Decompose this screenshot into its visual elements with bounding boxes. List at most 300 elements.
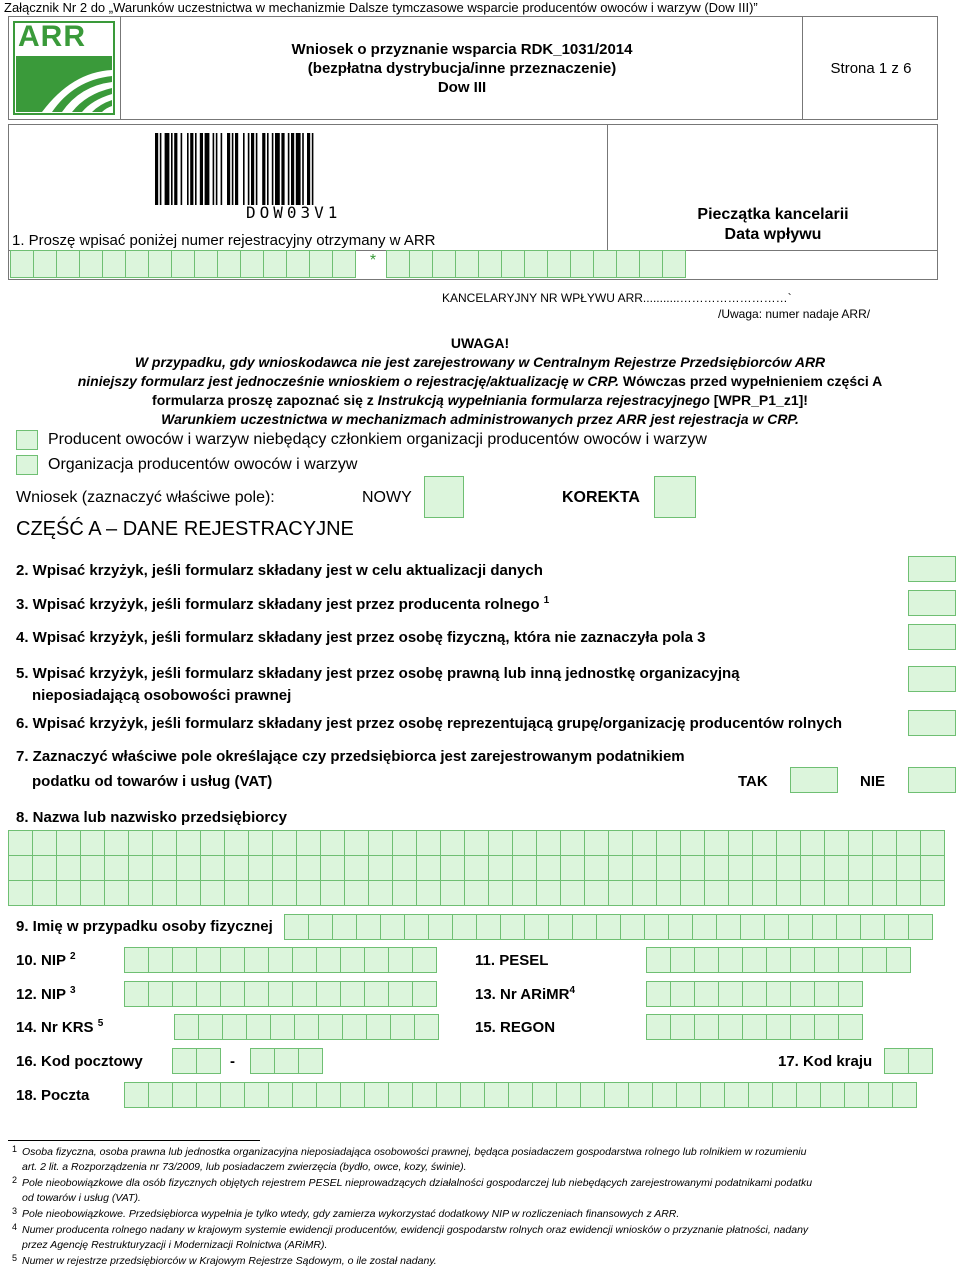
input-cell[interactable] [694,981,719,1007]
input-cell[interactable] [512,880,537,906]
input-cell[interactable] [512,830,537,856]
input-cell[interactable] [742,947,767,973]
input-cell[interactable] [128,880,153,906]
input-cell[interactable] [172,981,197,1007]
input-cell[interactable] [838,1014,863,1040]
new-checkbox[interactable] [424,476,464,518]
input-cell[interactable] [716,914,741,940]
input-cell[interactable] [800,830,825,856]
input-cell[interactable] [814,947,839,973]
input-cell[interactable] [320,830,345,856]
input-cell[interactable] [440,855,465,881]
input-cell[interactable] [670,1014,695,1040]
input-cell[interactable] [244,1082,269,1108]
input-cell[interactable] [263,250,287,278]
input-cell[interactable] [32,830,57,856]
input-cell[interactable] [316,1082,341,1108]
input-cell[interactable] [270,1014,295,1040]
item-3-checkbox[interactable] [908,590,956,616]
input-cell[interactable] [294,1014,319,1040]
input-cell[interactable] [412,981,437,1007]
input-cell[interactable] [416,880,441,906]
input-cell[interactable] [639,250,663,278]
item-5-line-1: 5. Wpisać krzyżyk, jeśli formularz składany jest przez osobę prawną lub inną jednostkę organizacyjną [16,665,740,682]
input-cell[interactable] [364,981,389,1007]
input-cell[interactable] [200,830,225,856]
input-cell[interactable] [616,250,640,278]
input-cell[interactable] [196,947,221,973]
input-cell[interactable] [172,1082,197,1108]
input-cell[interactable] [700,1082,725,1108]
input-cell[interactable] [920,855,945,881]
input-cell[interactable] [176,855,201,881]
input-cell[interactable] [836,914,861,940]
input-cell[interactable] [920,880,945,906]
input-cell[interactable] [388,947,413,973]
input-cell[interactable] [718,1014,743,1040]
input-cell[interactable] [532,1082,557,1108]
input-cell[interactable] [148,947,173,973]
input-cell[interactable] [386,250,410,278]
input-cell[interactable] [224,830,249,856]
input-cell[interactable] [872,855,897,881]
input-cell[interactable] [662,250,686,278]
input-cell[interactable] [284,914,309,940]
input-cell[interactable] [388,981,413,1007]
input-cell[interactable] [392,880,417,906]
input-cell[interactable] [692,914,717,940]
footnote-text: Pole nieobowiązkowe dla osób fizycznych objętych rejestrem PESEL nieprowadzących działalności gospodarczej lub niebędących zarejestrowanymi podatnikami podatku [22,1177,813,1189]
input-cell[interactable] [196,1082,221,1108]
input-cell[interactable] [844,1082,869,1108]
vat-no-checkbox[interactable] [908,767,956,793]
input-cell[interactable] [838,981,863,1007]
input-cell[interactable] [8,880,33,906]
header-divider-left [120,16,121,120]
input-cell[interactable] [752,855,777,881]
input-cell[interactable] [428,914,453,940]
country-code-cells [884,1048,932,1073]
input-cell[interactable] [460,1082,485,1108]
input-cell[interactable] [455,250,479,278]
input-cell[interactable] [56,830,81,856]
input-cell[interactable] [812,914,837,940]
input-cell[interactable] [694,947,719,973]
input-cell[interactable] [464,830,489,856]
input-cell[interactable] [366,1014,391,1040]
input-cell[interactable] [80,855,105,881]
input-cell[interactable] [464,855,489,881]
input-cell[interactable] [10,250,34,278]
input-cell[interactable] [320,855,345,881]
input-cell[interactable] [488,855,513,881]
input-cell[interactable] [628,1082,653,1108]
input-cell[interactable] [194,250,218,278]
input-cell[interactable] [646,1014,671,1040]
input-cell[interactable] [274,1048,299,1074]
input-cell[interactable] [652,1082,677,1108]
input-cell[interactable] [536,830,561,856]
input-cell[interactable] [742,981,767,1007]
input-cell[interactable] [268,981,293,1007]
input-cell[interactable] [292,981,317,1007]
input-cell[interactable] [240,250,264,278]
input-cell[interactable] [872,880,897,906]
input-cell[interactable] [908,914,933,940]
input-cell[interactable] [174,1014,199,1040]
input-cell[interactable] [148,1082,173,1108]
input-cell[interactable] [728,880,753,906]
input-cell[interactable] [56,250,80,278]
input-cell[interactable] [200,880,225,906]
input-cell[interactable] [908,1048,933,1074]
correction-checkbox[interactable] [654,476,696,518]
input-cell[interactable] [620,914,645,940]
input-cell[interactable] [572,914,597,940]
input-cell[interactable] [340,1082,365,1108]
item-6-checkbox[interactable] [908,710,956,736]
input-cell[interactable] [680,830,705,856]
input-cell[interactable] [838,947,863,973]
input-cell[interactable] [344,830,369,856]
input-cell[interactable] [776,855,801,881]
input-cell[interactable] [152,855,177,881]
input-cell[interactable] [547,250,571,278]
input-cell[interactable] [560,855,585,881]
input-cell[interactable] [244,981,269,1007]
input-cell[interactable] [632,830,657,856]
input-cell[interactable] [608,830,633,856]
input-cell[interactable] [222,1014,247,1040]
input-cell[interactable] [824,880,849,906]
input-cell[interactable] [368,880,393,906]
input-cell[interactable] [892,1082,917,1108]
input-cell[interactable] [584,830,609,856]
input-cell[interactable] [646,981,671,1007]
producer-checkbox[interactable] [16,430,38,450]
input-cell[interactable] [694,1014,719,1040]
input-cell[interactable] [820,1082,845,1108]
input-cell[interactable] [356,914,381,940]
input-cell[interactable] [488,830,513,856]
input-cell[interactable] [824,830,849,856]
input-cell[interactable] [704,830,729,856]
input-cell[interactable] [198,1014,223,1040]
input-cell[interactable] [32,880,57,906]
input-cell[interactable] [790,947,815,973]
title-line-1: Wniosek o przyznanie wsparcia RDK_1031/2014 [291,41,633,58]
item-4-checkbox[interactable] [908,624,956,650]
input-cell[interactable] [676,1082,701,1108]
input-cell[interactable] [814,981,839,1007]
input-cell[interactable] [800,855,825,881]
input-cell[interactable] [724,1082,749,1108]
input-cell[interactable] [152,830,177,856]
input-cell[interactable] [656,830,681,856]
footnote-number: 4 [12,1222,18,1232]
input-cell[interactable] [220,981,245,1007]
input-cell[interactable] [171,250,195,278]
input-cell[interactable] [176,830,201,856]
input-cell[interactable] [292,1082,317,1108]
input-cell[interactable] [296,855,321,881]
input-cell[interactable] [524,914,549,940]
input-cell[interactable] [196,981,221,1007]
input-cell[interactable] [128,830,153,856]
input-cell[interactable] [596,914,621,940]
input-cell[interactable] [104,880,129,906]
input-cell[interactable] [560,830,585,856]
input-cell[interactable] [316,947,341,973]
input-cell[interactable] [246,1014,271,1040]
input-cell[interactable] [286,250,310,278]
input-cell[interactable] [452,914,477,940]
input-cell[interactable] [680,855,705,881]
input-cell[interactable] [501,250,525,278]
input-cell[interactable] [332,914,357,940]
input-cell[interactable] [340,947,365,973]
input-cell[interactable] [604,1082,629,1108]
input-cell[interactable] [296,830,321,856]
input-cell[interactable] [766,947,791,973]
input-cell[interactable] [860,914,885,940]
input-cell[interactable] [56,855,81,881]
input-cell[interactable] [308,914,333,940]
input-cell[interactable] [416,855,441,881]
input-cell[interactable] [656,855,681,881]
input-cell[interactable] [884,1048,909,1074]
input-cell[interactable] [8,855,33,881]
input-cell[interactable] [848,855,873,881]
item-2-checkbox[interactable] [908,556,956,582]
input-cell[interactable] [570,250,594,278]
input-cell[interactable] [196,1048,221,1074]
input-cell[interactable] [646,947,671,973]
input-cell[interactable] [148,981,173,1007]
input-cell[interactable] [220,947,245,973]
input-cell[interactable] [580,1082,605,1108]
input-cell[interactable] [632,880,657,906]
input-cell[interactable] [172,947,197,973]
input-cell[interactable] [766,1014,791,1040]
input-cell[interactable] [884,914,909,940]
input-cell[interactable] [176,880,201,906]
input-cell[interactable] [392,830,417,856]
input-cell[interactable] [524,250,548,278]
input-cell[interactable] [748,1082,773,1108]
footnote-text-cont: przez Agencję Restrukturyzacji i Modernizacji Rolnictwa (ARiMR). [22,1239,328,1251]
input-cell[interactable] [896,880,921,906]
input-cell[interactable] [124,981,149,1007]
input-cell[interactable] [318,1014,343,1040]
input-cell[interactable] [896,855,921,881]
input-cell[interactable] [718,947,743,973]
input-cell[interactable] [224,880,249,906]
input-cell[interactable] [272,830,297,856]
input-cell[interactable] [668,914,693,940]
input-cell[interactable] [409,250,433,278]
input-cell[interactable] [872,830,897,856]
input-cell[interactable] [742,1014,767,1040]
item-12-text: 12. NIP [16,986,66,1003]
vat-yes-checkbox[interactable] [790,767,838,793]
input-cell[interactable] [80,830,105,856]
input-cell[interactable] [593,250,617,278]
input-cell[interactable] [316,981,341,1007]
input-cell[interactable] [32,855,57,881]
item-5-checkbox[interactable] [908,666,956,692]
input-cell[interactable] [796,1082,821,1108]
input-cell[interactable] [250,1048,275,1074]
input-cell[interactable] [814,1014,839,1040]
input-cell[interactable] [104,855,129,881]
input-cell[interactable] [432,250,456,278]
input-cell[interactable] [124,1082,149,1108]
input-cell[interactable] [414,1014,439,1040]
input-cell[interactable] [128,855,153,881]
input-cell[interactable] [344,855,369,881]
input-cell[interactable] [344,880,369,906]
input-cell[interactable] [368,855,393,881]
input-cell[interactable] [772,1082,797,1108]
input-cell[interactable] [766,981,791,1007]
input-cell[interactable] [560,880,585,906]
input-cell[interactable] [464,880,489,906]
input-cell[interactable] [488,880,513,906]
input-cell[interactable] [200,855,225,881]
input-cell[interactable] [436,1082,461,1108]
input-cell[interactable] [896,830,921,856]
input-cell[interactable] [248,880,273,906]
input-cell[interactable] [296,880,321,906]
input-cell[interactable] [102,250,126,278]
input-cell[interactable] [104,830,129,856]
input-cell[interactable] [764,914,789,940]
input-cell[interactable] [332,250,356,278]
input-cell[interactable] [644,914,669,940]
input-cell[interactable] [740,914,765,940]
input-cell[interactable] [412,947,437,973]
input-cell[interactable] [886,947,911,973]
input-cell[interactable] [608,855,633,881]
input-cell[interactable] [152,880,177,906]
input-cell[interactable] [440,880,465,906]
organization-checkbox[interactable] [16,455,38,475]
input-cell[interactable] [848,880,873,906]
input-cell[interactable] [217,250,241,278]
input-cell[interactable] [656,880,681,906]
input-cell[interactable] [500,914,525,940]
input-cell[interactable] [790,981,815,1007]
input-cell[interactable] [718,981,743,1007]
input-cell[interactable] [484,1082,509,1108]
input-cell[interactable] [272,880,297,906]
input-cell[interactable] [862,947,887,973]
input-cell[interactable] [584,855,609,881]
input-cell[interactable] [148,250,172,278]
input-cell[interactable] [404,914,429,940]
input-cell[interactable] [224,855,249,881]
input-cell[interactable] [56,880,81,906]
input-cell[interactable] [536,880,561,906]
input-cell[interactable] [292,947,317,973]
input-cell[interactable] [670,947,695,973]
input-cell[interactable] [632,855,657,881]
input-cell[interactable] [680,880,705,906]
input-cell[interactable] [728,830,753,856]
input-cell[interactable] [412,1082,437,1108]
input-cell[interactable] [298,1048,323,1074]
input-cell[interactable] [268,947,293,973]
input-cell[interactable] [340,981,365,1007]
input-cell[interactable] [268,1082,293,1108]
input-cell[interactable] [272,855,297,881]
input-cell[interactable] [33,250,57,278]
input-cell[interactable] [309,250,333,278]
input-cell[interactable] [508,1082,533,1108]
input-cell[interactable] [728,855,753,881]
input-cell[interactable] [392,855,417,881]
input-cell[interactable] [704,880,729,906]
input-cell[interactable] [670,981,695,1007]
input-cell[interactable] [80,880,105,906]
input-cell[interactable] [548,914,573,940]
input-cell[interactable] [364,1082,389,1108]
input-cell[interactable] [320,880,345,906]
input-cell[interactable] [752,880,777,906]
input-cell[interactable] [608,880,633,906]
input-cell[interactable] [342,1014,367,1040]
input-cell[interactable] [788,914,813,940]
input-cell[interactable] [244,947,269,973]
input-cell[interactable] [790,1014,815,1040]
input-cell[interactable] [390,1014,415,1040]
input-cell[interactable] [584,880,609,906]
input-cell[interactable] [868,1082,893,1108]
input-cell[interactable] [364,947,389,973]
input-cell[interactable] [920,830,945,856]
input-cell[interactable] [476,914,501,940]
input-cell[interactable] [380,914,405,940]
input-cell[interactable] [776,880,801,906]
input-cell[interactable] [368,830,393,856]
input-cell[interactable] [248,855,273,881]
input-cell[interactable] [416,830,441,856]
input-cell[interactable] [512,855,537,881]
footnote-5 [8,1254,938,1269]
input-cell[interactable] [388,1082,413,1108]
input-cell[interactable] [125,250,149,278]
input-cell[interactable] [79,250,103,278]
input-cell[interactable] [172,1048,197,1074]
vat-yes-label: TAK [738,773,768,790]
input-cell[interactable] [248,830,273,856]
input-cell[interactable] [704,855,729,881]
input-cell[interactable] [556,1082,581,1108]
input-cell[interactable] [124,947,149,973]
item-10-label [16,952,76,969]
input-cell[interactable] [478,250,502,278]
input-cell[interactable] [824,855,849,881]
input-cell[interactable] [848,830,873,856]
input-cell[interactable] [776,830,801,856]
input-cell[interactable] [536,855,561,881]
input-cell[interactable] [220,1082,245,1108]
input-cell[interactable] [8,830,33,856]
input-cell[interactable] [752,830,777,856]
input-cell[interactable] [440,830,465,856]
input-cell[interactable] [800,880,825,906]
